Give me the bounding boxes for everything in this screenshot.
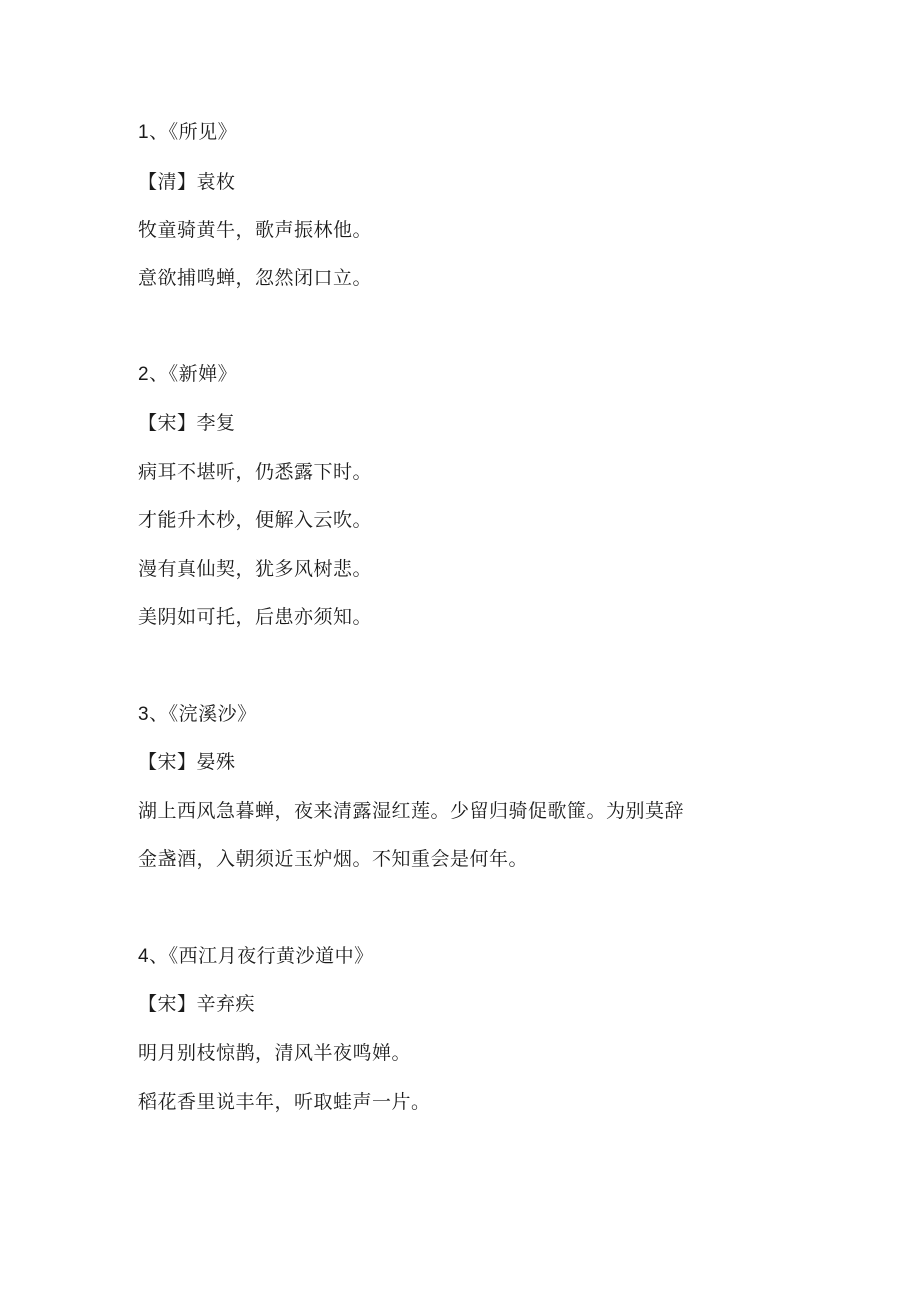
poem-number-separator: 、 — [149, 363, 169, 385]
poem-author: 【宋】辛弃疾 — [138, 993, 256, 1015]
poem-number: 3 — [138, 704, 150, 725]
poem-line: 意欲捕鸣蝉，忽然闭口立。 — [138, 267, 373, 289]
poem-number: 4 — [138, 946, 150, 967]
poem-line: 才能升木杪，便解入云吹。 — [138, 509, 373, 531]
poem-line: 湖上西风急暮蝉，夜来清露湿红莲。少留归骑促歌篚。为别莫辞 — [138, 800, 685, 822]
poem-line: 美阴如可托，后患亦须知。 — [138, 606, 373, 628]
poem-title — [138, 944, 374, 969]
poem-title-text: 《浣溪沙》 — [168, 703, 257, 725]
poem-line: 漫有真仙契，犹多风树悲。 — [138, 558, 373, 580]
poem-author: 【清】袁枚 — [138, 171, 236, 193]
poem-number: 2 — [138, 364, 150, 385]
poem-title-text: 《新婵》 — [168, 363, 238, 385]
poem-line: 金盏酒，入朝须近玉炉烟。不知重会是何年。 — [138, 848, 529, 870]
poem-title — [138, 362, 237, 387]
poem-line: 牧童骑黄牛，歌声振林他。 — [138, 219, 373, 241]
poem-author: 【宋】李复 — [138, 412, 236, 434]
poem-number-separator: 、 — [149, 945, 169, 967]
poem-line: 稻花香里说丰年，听取蛙声一片。 — [138, 1091, 431, 1113]
poem-title — [138, 702, 257, 727]
poem-number: 1 — [138, 122, 150, 143]
poem-line: 明月别枝惊鹊，清风半夜鸣婵。 — [138, 1042, 412, 1064]
poem-title-text: 《西江月夜行黄沙道中》 — [168, 945, 374, 967]
poem-title — [138, 120, 237, 145]
poem-line: 病耳不堪听，仍悉露下时。 — [138, 461, 373, 483]
poem-title-text: 《所见》 — [168, 121, 238, 143]
poem-number-separator: 、 — [149, 121, 169, 143]
poem-number-separator: 、 — [149, 703, 169, 725]
poem-author: 【宋】晏殊 — [138, 751, 236, 773]
